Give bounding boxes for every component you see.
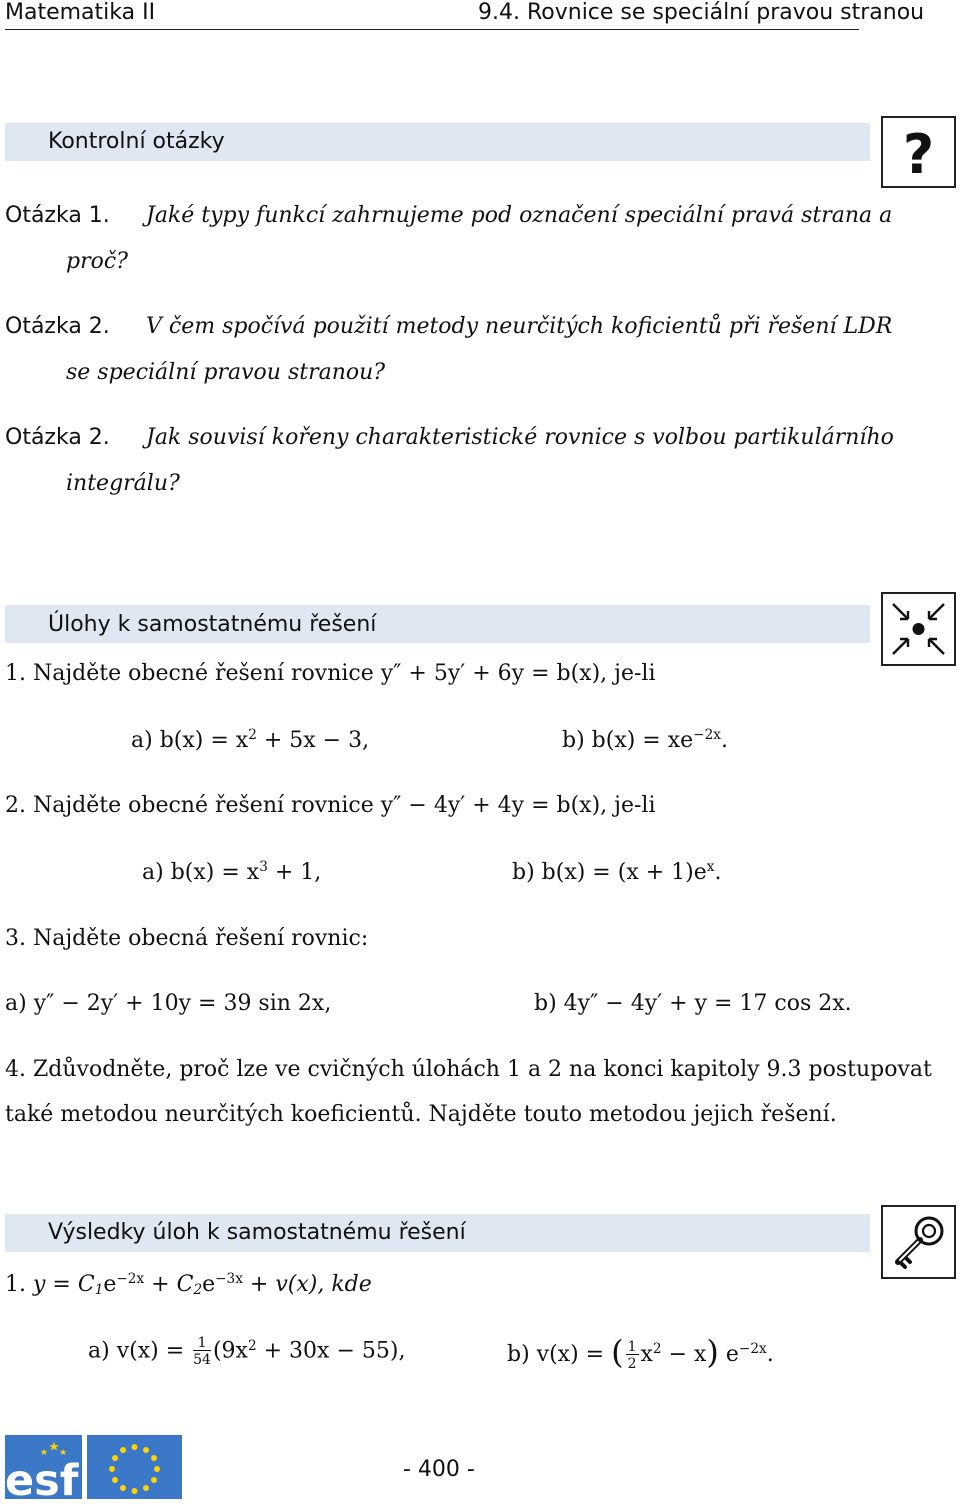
question-3-label: Otázka 2. [5,425,110,450]
result-1a-fraction-top: 1 [193,1336,211,1351]
task-3b: b) 4y″ − 4y′ + y = 17 cos 2x. [534,991,852,1016]
result-1-c1-sub: 1 [94,1282,104,1299]
control-questions-title: Kontrolní otázky [48,129,225,154]
task-3-intro: 3. Najděte obecná řešení rovnic: [5,926,369,951]
result-1a [88,1336,405,1368]
esf-text: esf [5,1456,79,1499]
result-1b-fraction [626,1340,639,1371]
task-4-line-2: také metodou neurčitých koeficientů. Najděte touto metodou jejich řešení. [5,1102,837,1127]
result-1 [5,1271,372,1301]
task-2a-prefix: a) b(x) = x [142,860,260,885]
result-1a-fraction-bottom: 54 [193,1352,211,1368]
svg-text:?: ? [902,123,935,186]
task-1b [562,727,728,757]
result-1a-tail: + 30x − 55), [256,1338,406,1364]
question-2-line-1: V čem spočívá použití metody neurčitých koficientů při řešení LDR [146,314,893,339]
result-1b-left-paren: ( [611,1333,624,1371]
result-1b-fraction-top: 1 [627,1338,637,1355]
key-icon [883,1207,954,1277]
self-tasks-title: Úlohy k samostatnému řešení [48,612,377,637]
task-2b [512,859,721,889]
result-1b-middle: − x [661,1342,707,1367]
results-title: Výsledky úloh k samostatnému řešení [48,1220,466,1245]
question-icon-box [881,116,956,188]
eu-esf-logo-art [5,1435,82,1499]
header-divider [5,29,859,30]
result-1a-prefix: a) v(x) = [88,1338,185,1364]
task-1b-prefix: b) b(x) = xe [562,728,694,753]
result-1-tail: + v(x), kde [242,1272,372,1297]
question-1-line-2: proč? [66,249,128,274]
question-3-line-2: integrálu? [66,471,180,496]
question-1-line-1: Jaké typy funkcí zahrnujeme pod označení speciální pravá strana a [146,203,893,228]
task-2b-exponent: x [706,859,715,876]
page-number: - 400 - [403,1457,475,1482]
result-1a-fraction [193,1336,211,1367]
result-1b-e: e [718,1342,739,1367]
result-1b-tail: . [766,1342,774,1367]
task-1b-exponent: −2x [693,727,721,744]
result-1b [507,1333,774,1372]
key-icon-box [881,1205,956,1279]
task-2-intro: 2. Najděte obecné řešení rovnice y″ − 4y′ + 4y = b(x), je-li [5,793,656,818]
eu-stars-logo-art [87,1435,182,1499]
task-1a-exponent: 2 [248,727,257,744]
result-1a-body: (9x [212,1338,248,1364]
task-2b-prefix: b) b(x) = (x + 1)e [512,860,707,885]
eu-stars-logo [87,1435,182,1499]
task-2a-exponent: 3 [259,859,268,876]
result-1-e2-exponent: −3x [215,1271,243,1288]
question-1-label: Otázka 1. [5,203,110,228]
question-2-label: Otázka 2. [5,314,110,339]
eu-esf-logo [5,1435,82,1499]
task-1-intro: 1. Najděte obecné řešení rovnice y″ + 5y′ + 6y = b(x), je-li [5,661,656,686]
result-1-e1-exponent: −2x [116,1271,145,1288]
result-1a-exponent: 2 [247,1337,257,1354]
task-1a-tail: + 5x − 3, [256,728,370,753]
result-1b-exponent: 2 [652,1341,662,1358]
result-1b-e-exponent: −2x [738,1341,767,1358]
result-1b-body: x [640,1342,653,1367]
task-1a-prefix: a) b(x) = x [131,728,249,753]
task-1a [131,727,369,757]
task-3a: a) y″ − 2y′ + 10y = 39 sin 2x, [5,991,332,1016]
result-1b-fraction-bottom: 2 [627,1355,637,1372]
task-2a [142,859,321,889]
task-2b-tail: . [714,860,722,885]
document-header-left: Matematika II [5,0,156,25]
result-1-c2: + C [144,1272,194,1297]
result-1-prefix: 1. [5,1272,26,1297]
result-1-c2-sub: 2 [193,1282,203,1299]
result-1-e1: e [103,1272,117,1297]
document-header-right: 9.4. Rovnice se speciální pravou stranou [478,0,925,25]
task-1b-tail: . [720,728,728,753]
result-1-y: y = C [33,1272,95,1297]
result-1b-right-paren: ) [706,1333,719,1371]
task-2a-tail: + 1, [267,860,322,885]
arrows-converge-icon [883,594,954,664]
result-1-e2: e [202,1272,216,1297]
question-mark-icon [883,118,954,186]
question-3-line-1: Jak souvisí kořeny charakteristické rovnice s volbou partikulárního [146,425,894,450]
question-2-line-2: se speciální pravou stranou? [66,360,386,385]
result-1b-prefix: b) v(x) = [507,1342,605,1367]
arrows-icon-box [881,592,956,666]
task-4-line-1: 4. Zdůvodněte, proč lze ve cvičných úlohách 1 a 2 na konci kapitoly 9.3 postupovat [5,1057,932,1082]
